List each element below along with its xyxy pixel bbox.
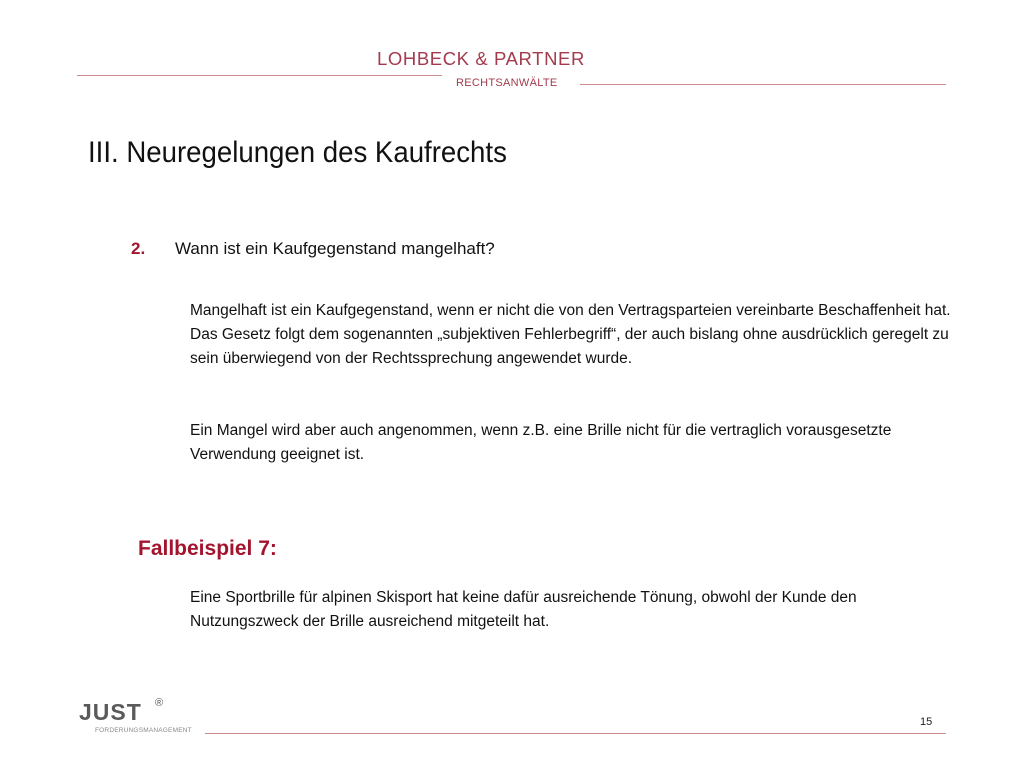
just-logo bbox=[77, 697, 201, 739]
logo-subtitle: FORDERUNGSMANAGEMENT bbox=[95, 727, 192, 734]
logo-text: JUST bbox=[79, 699, 142, 725]
body-paragraph-1: Mangelhaft ist ein Kaufgegenstand, wenn er nicht die von den Vertragsparteien vereinbarte Beschaffenheit hat. Das Gesetz folgt dem sogenannten „subjektiven Fehlerbegriff“, der auch bislang ohne ausdrücklich geregelt zu sein überwiegend von der Rechtssprechung angewendet wurde. bbox=[190, 302, 951, 367]
footer-rule bbox=[205, 733, 946, 734]
case-heading: Fallbeispiel 7: bbox=[138, 537, 277, 560]
section-question: Wann ist ein Kaufgegenstand mangelhaft? bbox=[175, 239, 495, 258]
header-rule-left bbox=[77, 75, 442, 76]
brand-subtitle: RECHTSANWÄLTE bbox=[456, 77, 558, 89]
page-number: 15 bbox=[920, 716, 933, 728]
logo-registered-mark: ® bbox=[155, 697, 164, 709]
body-paragraph-2: Ein Mangel wird aber auch angenommen, wenn z.B. eine Brille nicht für die vertraglich vorausgesetzte Verwendung geeignet ist. bbox=[190, 422, 892, 463]
slide-title: III. Neuregelungen des Kaufrechts bbox=[88, 136, 507, 169]
header-rule-right bbox=[580, 84, 946, 85]
section-number: 2. bbox=[131, 239, 146, 258]
brand-name: LOHBECK & PARTNER bbox=[377, 48, 585, 69]
case-paragraph: Eine Sportbrille für alpinen Skisport hat keine dafür ausreichende Tönung, obwohl der Kunde den Nutzungszweck der Brille ausreichend mitgeteilt hat. bbox=[190, 589, 857, 630]
